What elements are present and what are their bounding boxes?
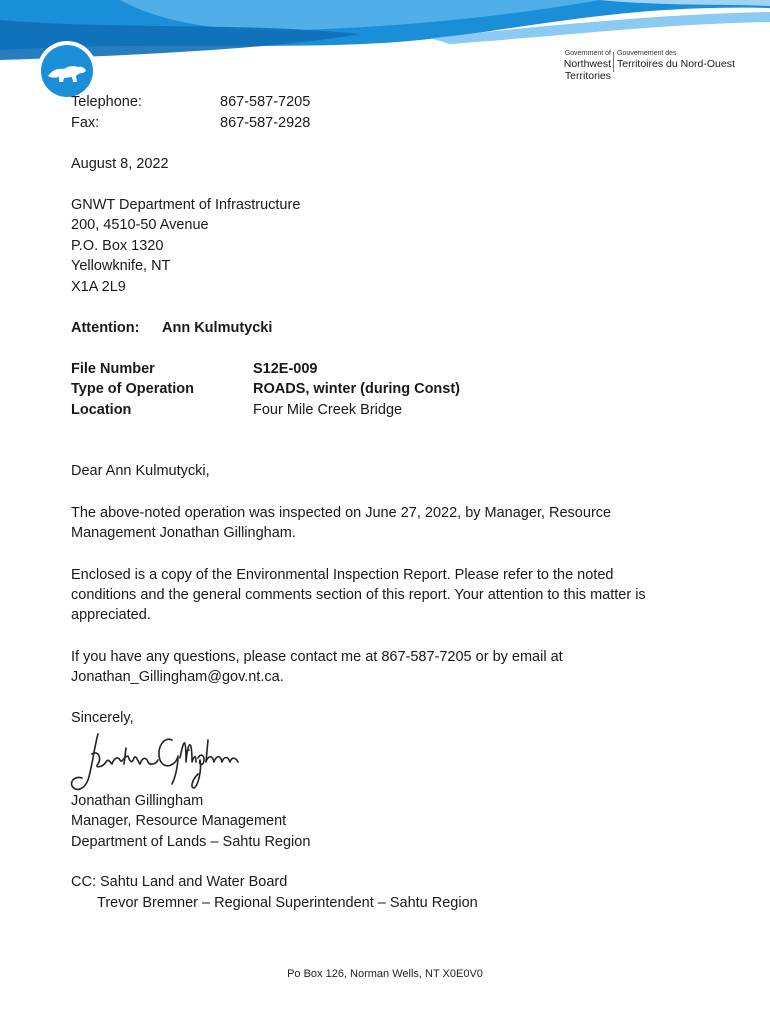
signer-name: Jonathan Gillingham xyxy=(71,793,204,809)
signer-department: Department of Lands – Sahtu Region xyxy=(71,834,311,850)
recipient-line: X1A 2L9 xyxy=(71,279,126,295)
attention-label: Attention: xyxy=(71,320,140,336)
salutation: Dear Ann Kulmutycki, xyxy=(71,463,210,479)
government-wordmark-en xyxy=(515,50,611,82)
signer-title: Manager, Resource Management xyxy=(71,813,287,829)
cc-line: CC: Sahtu Land and Water Board xyxy=(71,874,288,890)
gov-fr-small: Gouvernement des xyxy=(617,50,677,57)
fax-label: Fax: xyxy=(71,115,100,131)
email-link[interactable]: Jonathan_Gillingham@gov.nt.ca. xyxy=(71,669,284,685)
operation-type-value: ROADS, winter (during Const) xyxy=(253,381,461,397)
closing: Sincerely, xyxy=(71,710,134,726)
letter-date: August 8, 2022 xyxy=(71,156,169,172)
paragraph-line: conditions and the general comments section of this report. Your attention to this matter is xyxy=(71,587,646,603)
gov-fr-name: Territoires du Nord-Ouest xyxy=(617,58,735,70)
paragraph-line: The above-noted operation was inspected on June 27, 2022, by Manager, Resource xyxy=(71,505,612,521)
gov-en-name: Northwest Territories xyxy=(563,58,611,82)
recipient-line: 200, 4510-50 Avenue xyxy=(71,217,209,233)
paragraph-line: appreciated. xyxy=(71,607,151,623)
cc-line: Trevor Bremner – Regional Superintendent – Sahtu Region xyxy=(97,895,478,911)
recipient-line: Yellowknife, NT xyxy=(71,258,171,274)
signature xyxy=(68,728,258,798)
telephone-line xyxy=(71,92,311,113)
paragraph-line: Enclosed is a copy of the Environmental Inspection Report. Please refer to the noted xyxy=(71,567,614,583)
recipient-line: GNWT Department of Infrastructure xyxy=(71,197,301,213)
fax-line xyxy=(71,113,311,134)
file-number-label: File Number xyxy=(71,361,155,377)
fax-value: 867-587-2928 xyxy=(220,115,311,131)
paragraph-line: If you have any questions, please contact me at 867-587-7205 or by email at xyxy=(71,649,563,665)
gov-en-small: Government of xyxy=(564,50,611,57)
wordmark-divider xyxy=(613,52,614,72)
recipient-line: P.O. Box 1320 xyxy=(71,238,164,254)
location-label: Location xyxy=(71,402,132,418)
telephone-value: 867-587-7205 xyxy=(220,94,311,110)
telephone-label: Telephone: xyxy=(71,94,142,110)
government-wordmark-fr xyxy=(617,50,757,70)
attention-name: Ann Kulmutycki xyxy=(162,320,273,336)
operation-type-label: Type of Operation xyxy=(71,381,194,397)
file-number-value: S12E-009 xyxy=(253,361,318,377)
footer-address: Po Box 126, Norman Wells, NT X0E0V0 xyxy=(287,968,483,980)
paragraph-line: Management Jonathan Gillingham. xyxy=(71,525,296,541)
location-value: Four Mile Creek Bridge xyxy=(253,402,403,418)
